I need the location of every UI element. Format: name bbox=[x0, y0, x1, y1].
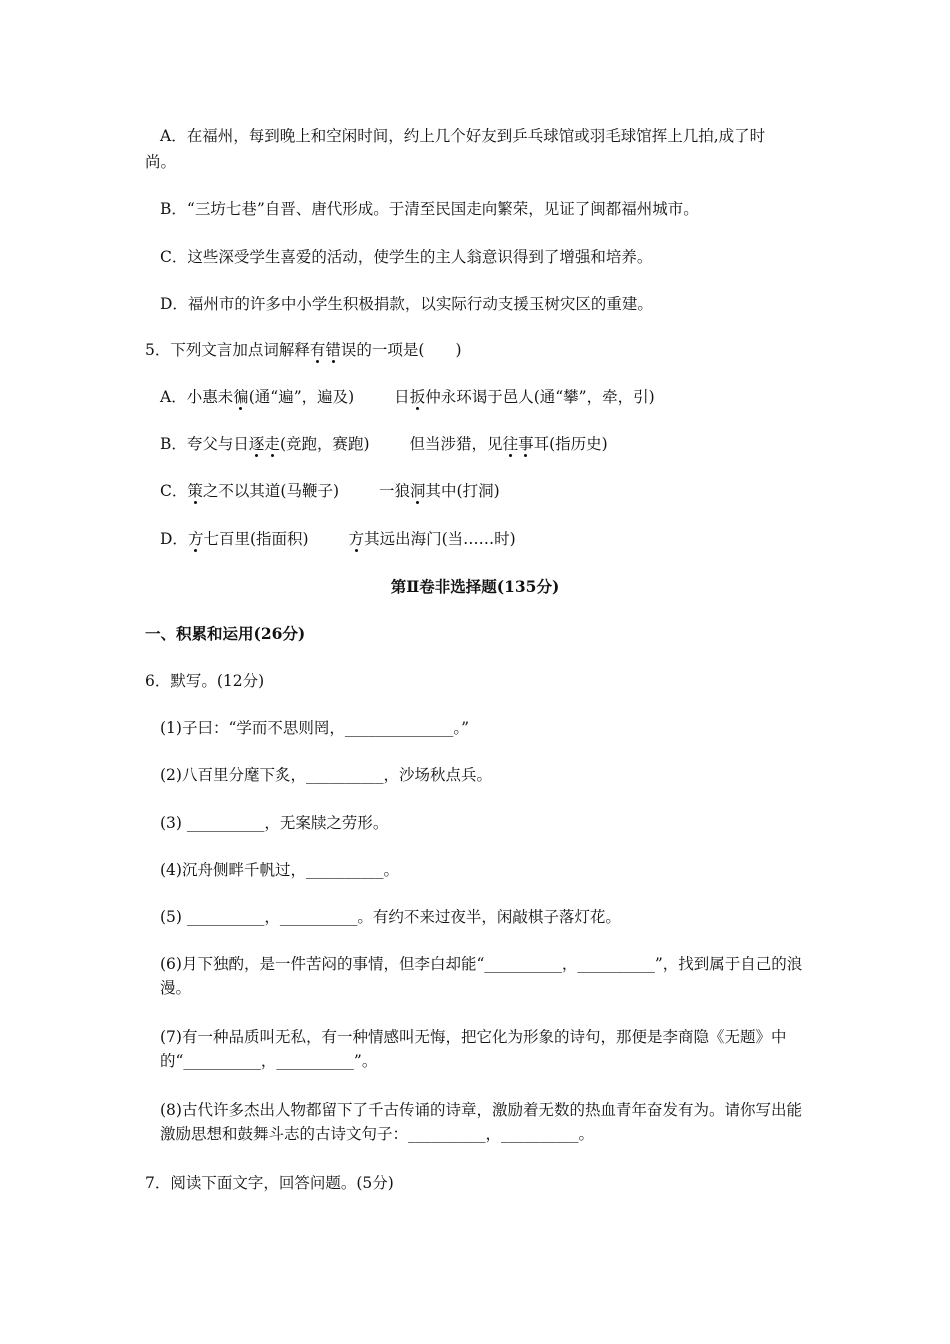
q6-item-3: (3) __________，无案牍之劳形。 bbox=[160, 814, 389, 832]
dotted-char: 走 bbox=[264, 435, 280, 453]
q5-option-d bbox=[160, 527, 516, 551]
dotted-char: 扳 bbox=[409, 388, 426, 406]
q6-item-5: (5) __________，__________。有约不来过夜半，闲敲棋子落灯花。 bbox=[160, 908, 621, 926]
q5-option-c bbox=[160, 479, 500, 503]
q6-item-7-text: (7)有一种品质叫无私，有一种情感叫无悔，把它化为形象的诗句，那便是李商隐《无题》中的“__________，__________”。 bbox=[160, 1028, 787, 1070]
text-span: 其中(打洞) bbox=[425, 482, 500, 500]
dotted-char: 策 bbox=[187, 482, 203, 500]
part-title: 一、积累和运用(26分) bbox=[145, 624, 306, 643]
dotted-char: 事 bbox=[518, 435, 534, 453]
text-span: 日 bbox=[394, 388, 410, 406]
q4-option-c: C．这些深受学生喜爱的活动，使学生的主人翁意识得到了增强和培养。 bbox=[160, 248, 653, 266]
q4-option-b: B．“三坊七巷”自晋、唐代形成。于清至民国走向繁荣，见证了闽都福州城市。 bbox=[160, 200, 699, 218]
dotted-char: 方 bbox=[187, 530, 204, 548]
q6-item-2: (2)八百里分麾下炙，__________，沙场秋点兵。 bbox=[160, 766, 492, 784]
q6-item-1: (1)子曰：“学而不思则罔，______________。” bbox=[160, 719, 470, 737]
q7-stem: 7．阅读下面文字，回答问题。(5分) bbox=[145, 1174, 394, 1192]
text-span: A．小惠未 bbox=[160, 388, 234, 406]
q6-item-6-text: (6)月下独酌，是一件苦闷的事情，但李白却能“__________，__________”，找到属于自己的浪漫。 bbox=[160, 955, 803, 997]
dotted-char: 徧 bbox=[233, 388, 249, 406]
text-span: (通“遍”，遍及) bbox=[248, 388, 355, 406]
text-span: 之不以其道(马鞭子) bbox=[202, 482, 339, 500]
q5-stem-text-a: 5．下列文言加点词解释 bbox=[145, 341, 310, 359]
q5-stem-dotted-char: 有 bbox=[309, 341, 326, 359]
dotted-char: 逐 bbox=[248, 435, 265, 453]
q6-item-4: (4)沉舟侧畔千帆过，__________。 bbox=[160, 861, 399, 879]
text-span: 七百里(指面积) bbox=[203, 530, 309, 548]
dotted-char: 洞 bbox=[410, 482, 426, 500]
q6-item-6 bbox=[145, 952, 810, 1000]
text-span: B．夸父与日 bbox=[160, 435, 249, 453]
q5-stem-dotted-char: 错 bbox=[325, 341, 341, 359]
q4-option-a-line2: 尚。 bbox=[145, 153, 177, 171]
q5-stem bbox=[145, 338, 462, 362]
q6-stem: 6．默写。(12分) bbox=[145, 672, 265, 690]
q4-option-a-line1: A．在福州，每到晚上和空闲时间，约上几个好友到乒乓球馆或羽毛球馆挥上几拍,成了时 bbox=[160, 127, 766, 145]
dotted-char: 方 bbox=[348, 530, 365, 548]
text-span: 耳(指历史) bbox=[533, 435, 608, 453]
dotted-char: 往 bbox=[502, 435, 519, 453]
q6-item-8 bbox=[145, 1098, 810, 1146]
text-span: 一狼 bbox=[379, 482, 411, 500]
q4-option-d: D．福州市的许多中小学生积极捐款，以实际行动支援玉树灾区的重建。 bbox=[160, 295, 653, 313]
q5-option-a bbox=[160, 385, 655, 409]
q5-stem-text-b: 误的一项是( ) bbox=[340, 341, 462, 359]
q6-item-8-text: (8)古代许多杰出人物都留下了千古传诵的诗章，激励着无数的热血青年奋发有为。请你写出能激励思想和鼓舞斗志的古诗文句子：__________，__________。 bbox=[160, 1101, 802, 1143]
q5-option-b bbox=[160, 432, 608, 456]
text-span: 仲永环谒于邑人(通“攀”，牵，引) bbox=[425, 388, 655, 406]
section-title: 第Ⅱ卷非选择题(135分) bbox=[390, 577, 560, 596]
text-span: 但当涉猎，见 bbox=[409, 435, 503, 453]
text-span: 其远出海门(当……时) bbox=[364, 530, 516, 548]
q6-item-7 bbox=[145, 1025, 810, 1073]
text-span: C． bbox=[160, 482, 188, 500]
text-span: D． bbox=[160, 530, 188, 548]
text-span: (竞跑，赛跑) bbox=[279, 435, 370, 453]
